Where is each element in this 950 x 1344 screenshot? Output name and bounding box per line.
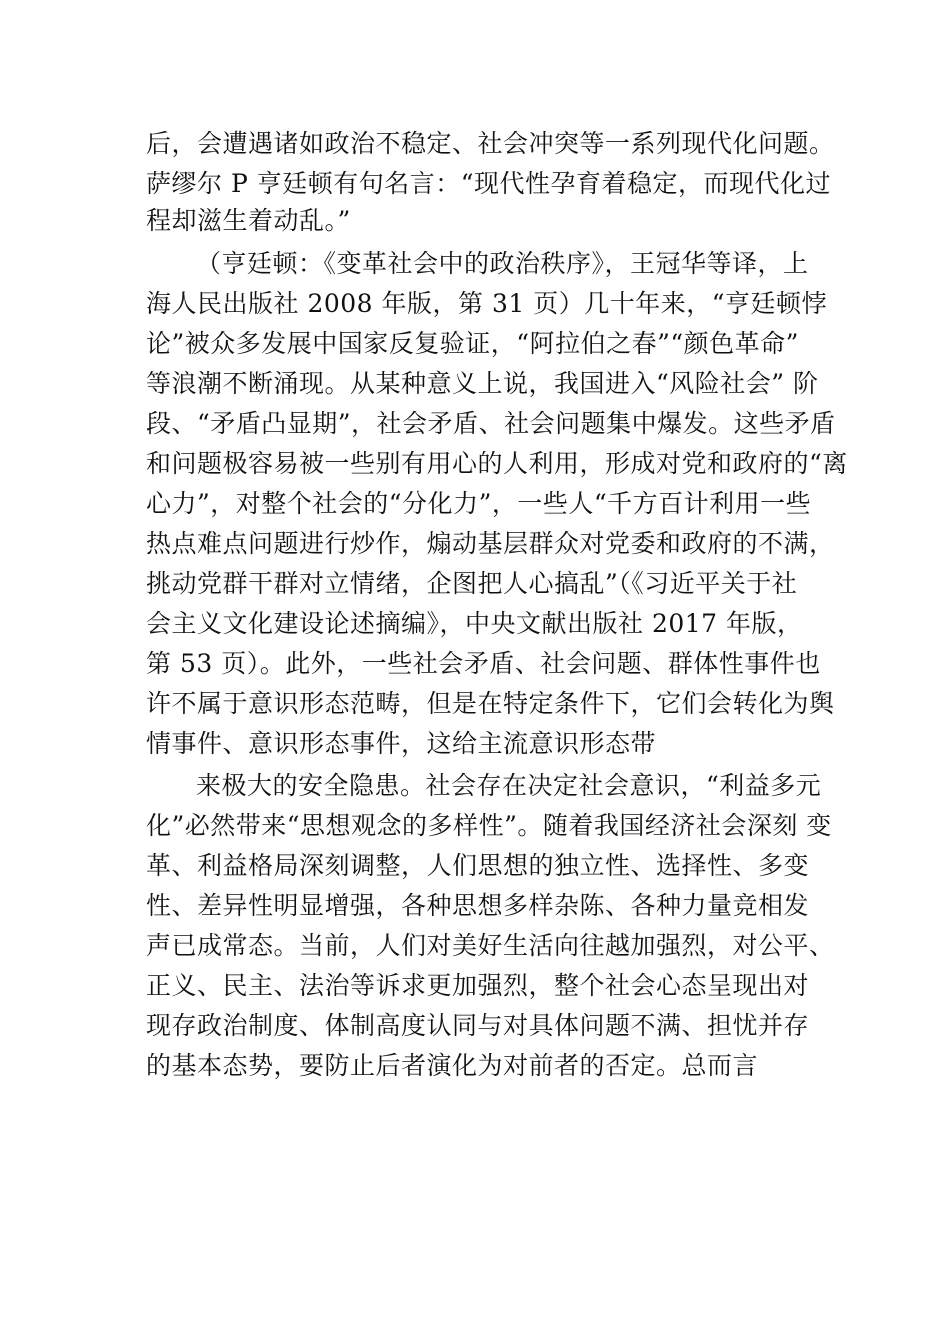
- text-line: 化”必然带来“思想观念的多样性”。随着我国经济社会深刻 变: [146, 811, 832, 840]
- text-line: 等浪潮不断涌现。从某种意义上说，我国进入“风险社会” 阶: [146, 369, 819, 398]
- text-line: 后，会遭遇诸如政治不稳定、社会冲突等一系列现代化问题。: [146, 129, 835, 158]
- text-line: 海人民出版社 2008 年版，第 31 页）几十年来，“亨廷顿悖: [146, 289, 828, 318]
- text-line: 段、“矛盾凸显期”，社会矛盾、社会问题集中爆发。这些矛盾: [146, 409, 836, 438]
- text-line: 现存政治制度、体制高度认同与对具体问题不满、担忧并存: [146, 1011, 810, 1040]
- text-line: 革、利益格局深刻调整，人们思想的独立性、选择性、多变: [146, 851, 810, 880]
- text-line: 声已成常态。当前，人们对美好生活向往越加强烈，对公平、: [146, 931, 835, 960]
- text-line: 和问题极容易被一些别有用心的人利用，形成对党和政府的“离: [146, 449, 848, 478]
- text-line: 的基本态势，要防止后者演化为对前者的否定。总而言: [146, 1051, 759, 1080]
- text-line: 萨缪尔 P 亨廷顿有句名言：“现代性孕育着稳定，而现代化过: [146, 169, 831, 198]
- text-line: 程却滋生着动乱。”: [146, 206, 351, 235]
- text-line: 论”被众多发展中国家反复验证，“阿拉伯之春”“颜色革命”: [146, 329, 799, 358]
- text-line: 会主义文化建设论述摘编》，中央文献出版社 2017 年版，: [146, 609, 803, 638]
- text-line: 第 53 页）。此外，一些社会矛盾、社会问题、群体性事件也: [146, 649, 821, 678]
- text-line: 性、差异性明显增强，各种思想多样杂陈、各种力量竞相发: [146, 891, 810, 920]
- text-line: 挑动党群干群对立情绪，企图把人心搞乱”（《习近平关于社: [146, 569, 798, 598]
- text-line: 心力”，对整个社会的“分化力”，一些人“千方百计利用一些: [146, 489, 812, 518]
- text-line: 来极大的安全隐患。社会存在决定社会意识，“利益多元: [196, 771, 822, 800]
- text-line: 正义、民主、法治等诉求更加强烈，整个社会心态呈现出对: [146, 971, 810, 1000]
- text-line: 情事件、意识形态事件，这给主流意识形态带: [146, 729, 657, 758]
- text-line: 热点难点问题进行炒作，煽动基层群众对党委和政府的不满，: [146, 529, 835, 558]
- text-line: 许不属于意识形态范畴，但是在特定条件下，它们会转化为舆: [146, 689, 835, 718]
- text-line: （亨廷顿：《变革社会中的政治秩序》，王冠华等译，上: [196, 249, 809, 278]
